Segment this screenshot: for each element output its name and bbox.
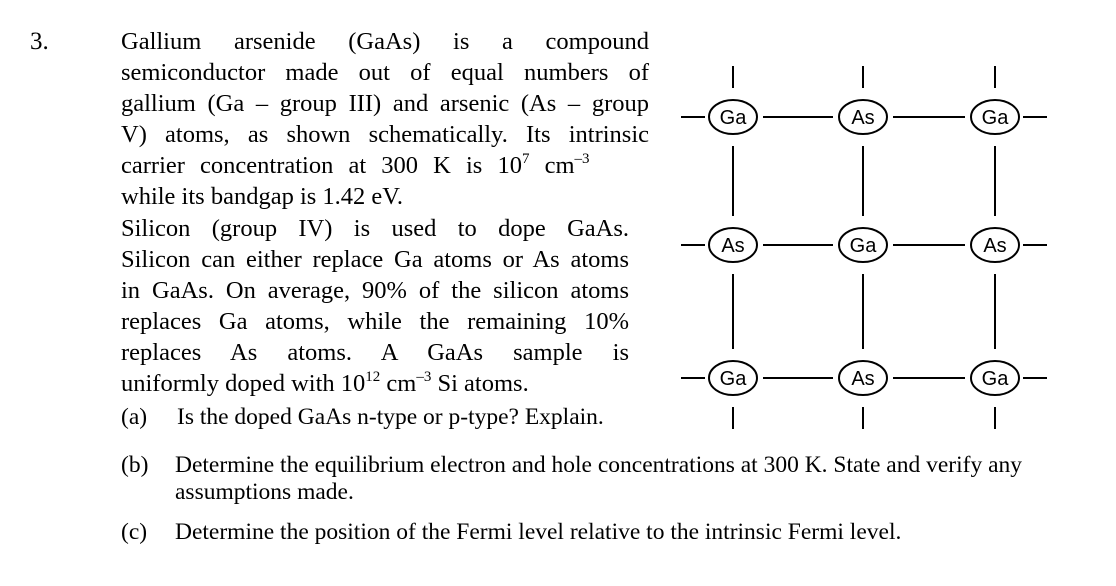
- atom-ga: [709, 361, 757, 395]
- lattice-atoms: [709, 100, 1019, 395]
- doping-line-6: [121, 368, 649, 399]
- doping-suffix: Si atoms.: [437, 370, 529, 397]
- atom-ga: [839, 228, 887, 262]
- doping-exponent: 12: [365, 369, 381, 385]
- intro-line-6: while its bandgap is 1.42 eV.: [121, 183, 403, 210]
- doping-line-5: replaces As atoms. A GaAs sample is: [121, 339, 629, 366]
- atom-label: Ga: [719, 107, 747, 129]
- intro-line-3: gallium (Ga – group III) and arsenic (As – group: [121, 90, 649, 117]
- doping-unit: cm: [386, 370, 417, 397]
- part-c-text: Determine the position of the Fermi level relative to the intrinsic Fermi level.: [175, 519, 902, 545]
- atom-label: Ga: [849, 235, 877, 257]
- atom-ga: [971, 100, 1019, 134]
- intro-line-1: Gallium arsenide (GaAs) is a compound: [121, 28, 649, 55]
- atom-ga: [709, 100, 757, 134]
- atom-label: As: [851, 107, 875, 129]
- atom-as: [709, 228, 757, 262]
- unit-exponent: –3: [574, 151, 590, 167]
- atom-label: Ga: [981, 107, 1009, 129]
- doping-line-1: Silicon (group IV) is used to dope GaAs.: [121, 215, 629, 242]
- atom-as: [839, 361, 887, 395]
- intro-paragraph: [121, 26, 649, 212]
- intro-line-5: [121, 150, 649, 181]
- doping-line-2: Silicon can either replace Ga atoms or As atoms: [121, 246, 629, 273]
- part-b-text-continued: assumptions made.: [175, 479, 354, 505]
- atom-ga: [971, 361, 1019, 395]
- doping-unit-exponent: –3: [416, 369, 432, 385]
- atom-label: As: [721, 235, 745, 257]
- carrier-concentration-text: carrier concentration at 300 K is 10: [121, 152, 522, 179]
- atom-label: Ga: [719, 368, 747, 390]
- concentration-unit: cm: [544, 152, 575, 179]
- atom-label: As: [851, 368, 875, 390]
- question-number: 3.: [30, 28, 49, 55]
- intro-line-4: V) atoms, as shown schematically. Its intrinsic: [121, 121, 649, 148]
- doping-line-4: replaces Ga atoms, while the remaining 10%: [121, 308, 629, 335]
- concentration-exponent: 7: [521, 151, 530, 167]
- part-c-label: (c): [121, 519, 148, 545]
- intro-line-2: semiconductor made out of equal numbers of: [121, 59, 649, 86]
- atom-label: As: [983, 235, 1007, 257]
- atom-as: [839, 100, 887, 134]
- part-a-text: Is the doped GaAs n-type or p-type? Explain.: [177, 404, 604, 430]
- doping-line-3: in GaAs. On average, 90% of the silicon atoms: [121, 277, 629, 304]
- atom-label: Ga: [981, 368, 1009, 390]
- part-b-label: (b): [121, 452, 149, 478]
- part-a-label: (a): [121, 404, 148, 430]
- doping-concentration-text: uniformly doped with 10: [121, 370, 366, 397]
- atom-as: [971, 228, 1019, 262]
- part-b-text: Determine the equilibrium electron and hole concentrations at 300 K. State and verify any: [175, 452, 1023, 478]
- gaas-lattice-diagram: [660, 40, 1060, 440]
- doping-paragraph: [121, 213, 649, 399]
